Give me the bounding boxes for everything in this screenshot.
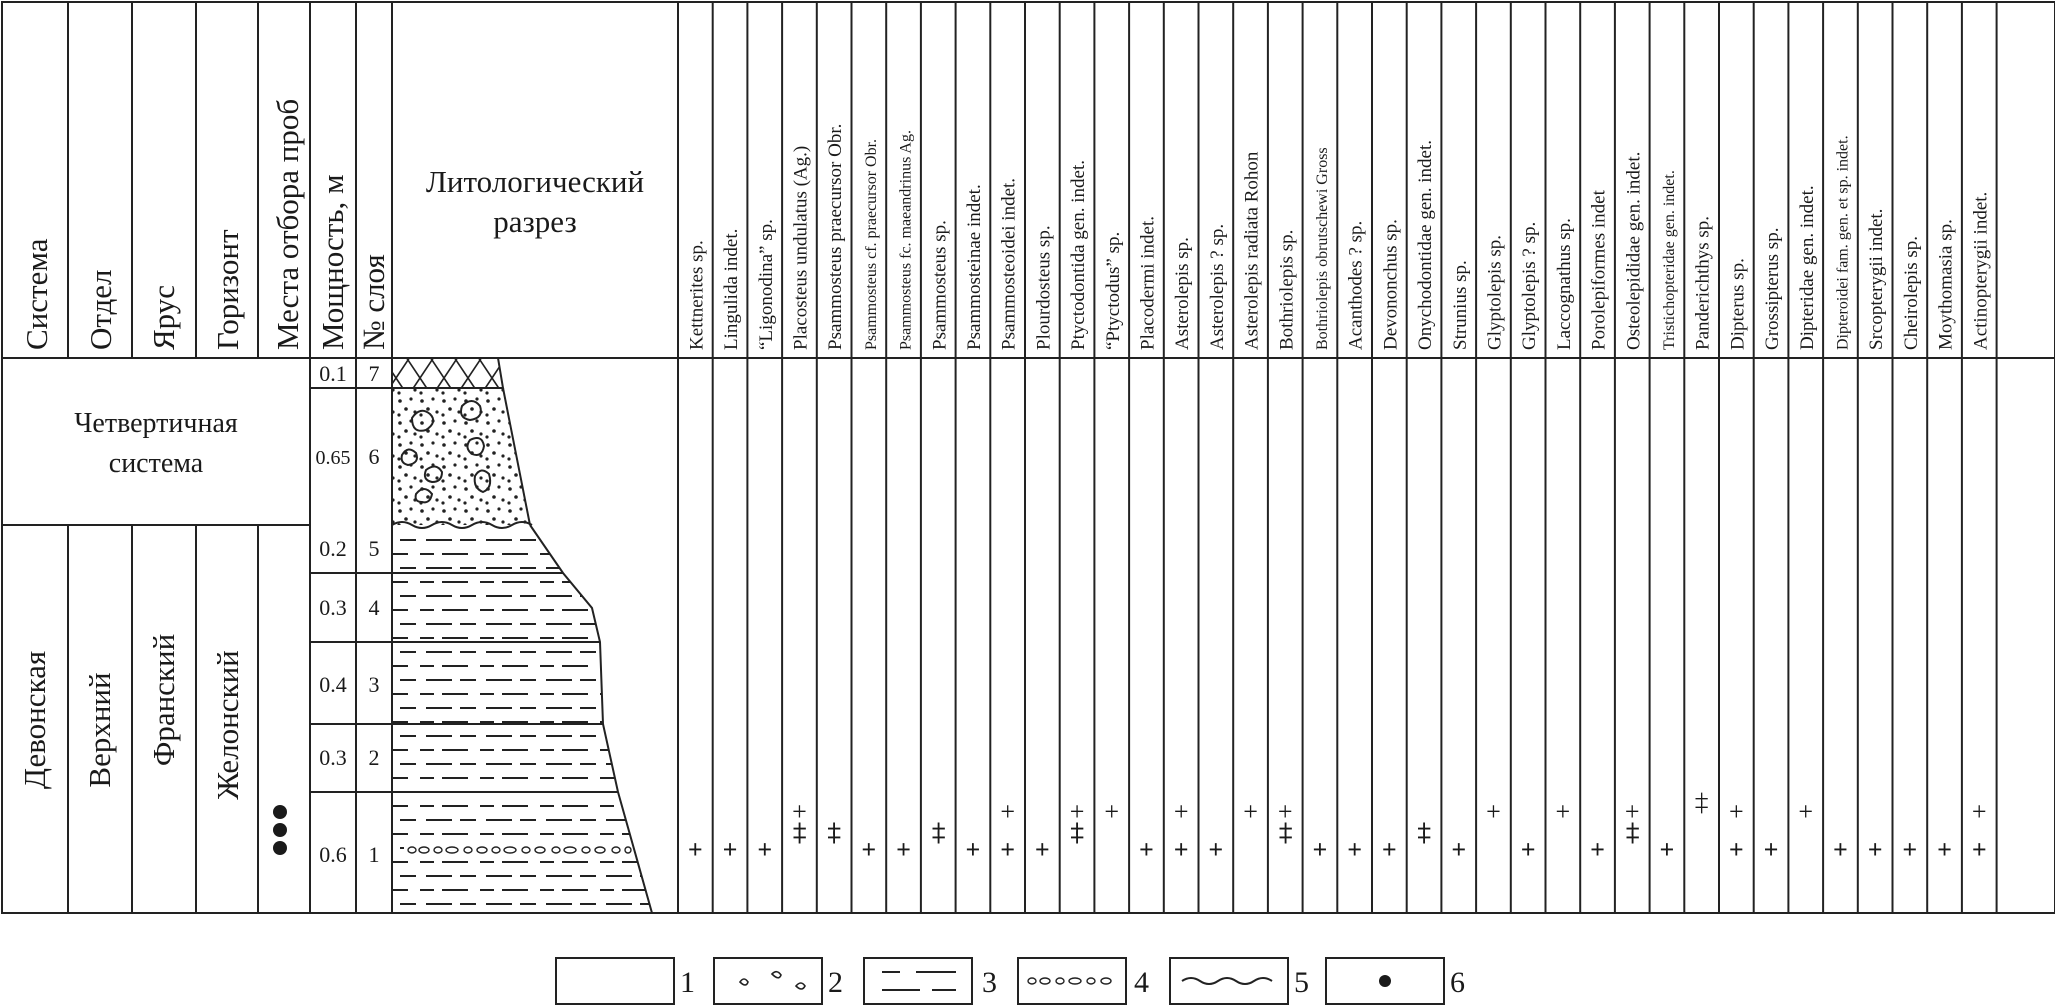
taxon-occurrence-upper: + xyxy=(1555,797,1571,826)
layer-num-4: 4 xyxy=(368,595,380,620)
taxon-name: Ptyctodontida gen. indet. xyxy=(1068,160,1090,350)
header-lithology-2: разрез xyxy=(493,204,577,239)
taxa-column-lines xyxy=(678,2,1997,913)
taxon-name: Psammosteus praecursor Obr. xyxy=(825,123,847,350)
taxon-occurrence-upper: + xyxy=(1173,797,1189,826)
quaternary-line-1: Четвертичная xyxy=(74,408,238,439)
taxon-name: Bothriolepis sp. xyxy=(1276,229,1298,350)
quaternary-line-2: система xyxy=(108,448,204,479)
header-stage: Ярус xyxy=(146,284,181,350)
thickness-1: 0.6 xyxy=(319,842,347,867)
taxon-name: Onychodontidae gen. indet. xyxy=(1415,139,1437,350)
lithology-layer-3 xyxy=(392,642,603,724)
taxon-occurrence-lower: + xyxy=(1520,835,1536,864)
taxon-occurrence-lower: ++ xyxy=(819,821,849,839)
taxon-occurrence-lower: + xyxy=(1312,835,1328,864)
lithology-column xyxy=(392,358,652,913)
taxon-occurrence-lower: + xyxy=(1034,835,1050,864)
taxon-occurrence-lower: + xyxy=(896,835,911,864)
legend-item-1 xyxy=(556,958,695,1004)
taxon-name: Lingulida indet. xyxy=(721,228,743,350)
taxon-name: Acanthodes ? sp. xyxy=(1345,220,1367,350)
taxon-occurrence-upper: + xyxy=(1069,797,1085,826)
lithology-layer-2 xyxy=(392,724,618,792)
taxon-occurrence-lower: + xyxy=(965,835,981,864)
taxon-occurrence-lower: + xyxy=(1173,835,1189,864)
taxon-occurrence-lower: + xyxy=(1763,835,1779,864)
taxon-name: Psammosteus fc. maeandrinus Ag. xyxy=(897,130,915,350)
taxon-occurrence-lower: + xyxy=(1347,835,1363,864)
taxon-occurrence-lower: + xyxy=(861,835,877,864)
taxon-occurrence-lower: + xyxy=(1833,835,1848,864)
header-layer: № слоя xyxy=(356,254,391,350)
lithology-layer-5 xyxy=(392,527,563,573)
thickness-2: 0.3 xyxy=(319,745,347,770)
taxon-occurrence-lower: + xyxy=(1208,835,1224,864)
taxon-occurrence-lower: + xyxy=(1971,835,1987,864)
taxon-name: Psammosteoidei indet. xyxy=(998,177,1020,350)
taxon-name: Psammosteus cf. praecursor Obr. xyxy=(862,138,880,350)
taxon-occurrence-lower: ++ xyxy=(1270,821,1300,839)
taxon-occurrence-lower: + xyxy=(757,835,773,864)
taxon-name: Plourdosteus sp. xyxy=(1033,225,1055,350)
lithology-layer-7 xyxy=(392,358,503,388)
layer-num-7: 7 xyxy=(368,361,380,386)
taxon-name: Placodermi indet. xyxy=(1137,215,1159,350)
taxon-name: Placosteus undulatus (Ag.) xyxy=(790,145,812,350)
thickness-5: 0.2 xyxy=(319,536,347,561)
header-thickness: Мощность, м xyxy=(315,174,350,350)
legend xyxy=(556,958,1465,1004)
taxon-name: Dipterus sp. xyxy=(1727,258,1749,350)
taxon-occurrence-upper: ++ xyxy=(1687,791,1717,809)
taxon-name: Bothriolepis obrutschewi Gross xyxy=(1313,147,1331,350)
layer-num-2: 2 xyxy=(368,745,380,770)
taxon-name: Srcopterygii indet. xyxy=(1866,208,1888,350)
taxon-name: Moythomasia sp. xyxy=(1935,219,1957,350)
taxon-name: Dipteroidei fam. gen. et sp. indet. xyxy=(1834,135,1852,350)
devonian-horizon: Желонский xyxy=(210,650,245,800)
taxon-occurrence-upper: + xyxy=(1000,797,1015,826)
taxon-occurrence-lower: ++ xyxy=(1409,821,1439,839)
taxon-occurrence-lower: + xyxy=(1000,835,1016,864)
taxon-name: Psammosteus sp. xyxy=(929,220,951,350)
legend-num-6: 6 xyxy=(1450,966,1465,999)
legend-num-3: 3 xyxy=(982,966,997,999)
header-system: Система xyxy=(19,238,54,350)
column-headers xyxy=(19,99,644,350)
taxon-occurrence-upper: + xyxy=(1624,797,1640,826)
taxon-name: Strunius sp. xyxy=(1449,260,1471,350)
taxon-name: “Ligonodina” sp. xyxy=(755,219,777,350)
devonian-department: Верхний xyxy=(82,672,117,788)
header-horizon: Горизонт xyxy=(210,229,245,350)
taxon-occurrence-upper: + xyxy=(1798,797,1814,826)
taxon-name: Asterolepis radiata Rohon xyxy=(1241,151,1263,350)
layer-num-6: 6 xyxy=(368,444,380,469)
taxon-occurrence-lower: ++ xyxy=(923,821,953,839)
taxon-name: Asterolepis ? sp. xyxy=(1206,223,1228,350)
table-grid xyxy=(2,2,2055,913)
taxon-name: Kettnerites sp. xyxy=(686,240,708,350)
quaternary-label xyxy=(74,408,238,479)
taxon-name: Devononchus sp. xyxy=(1380,219,1402,350)
sampling-points xyxy=(273,805,287,855)
taxon-occurrence-lower: + xyxy=(1659,835,1675,864)
taxon-occurrence-lower: + xyxy=(687,835,703,864)
taxon-name: Glyptolepis sp. xyxy=(1484,234,1506,350)
legend-num-5: 5 xyxy=(1294,966,1309,999)
taxon-name: Tristichopteridae gen. indet. xyxy=(1660,170,1678,350)
taxon-name: Psammosteinae indet. xyxy=(963,184,985,350)
header-sampling: Места отбора проб xyxy=(270,98,305,350)
taxon-occurrence-upper: + xyxy=(1729,797,1744,826)
taxon-occurrence-lower: + xyxy=(1867,835,1883,864)
taxon-occurrence-lower: ++ xyxy=(784,821,814,839)
taxon-occurrence-upper: + xyxy=(1971,797,1987,826)
lithology-layer-4 xyxy=(392,573,600,642)
taxon-occurrence-upper: + xyxy=(1277,797,1293,826)
layer-num-3: 3 xyxy=(368,672,380,697)
legend-item-4 xyxy=(1018,958,1149,1004)
legend-item-2 xyxy=(714,958,843,1004)
taxon-occurrence-lower: + xyxy=(722,835,738,864)
taxon-name: Dipteridae gen. indet. xyxy=(1796,185,1818,350)
taxon-name: Laccognathus sp. xyxy=(1553,218,1575,350)
taxon-occurrence-lower: + xyxy=(1451,835,1467,864)
taxon-name: Cheirolepis sp. xyxy=(1900,236,1922,350)
taxon-occurrence-upper: + xyxy=(1104,797,1120,826)
header-department: Отдел xyxy=(83,269,118,350)
layer-num-5: 5 xyxy=(368,536,380,561)
taxon-occurrence-upper: + xyxy=(1486,797,1501,826)
taxa-columns xyxy=(686,124,1991,864)
thickness-6: 0.65 xyxy=(315,447,351,469)
taxon-name: Grossipterus sp. xyxy=(1762,227,1784,350)
thickness-3: 0.4 xyxy=(319,672,347,697)
legend-num-1: 1 xyxy=(680,966,695,999)
legend-item-3 xyxy=(864,958,997,1004)
taxon-name: Osteolepididae gen. indet. xyxy=(1623,151,1645,350)
header-lithology-1: Литологический xyxy=(425,164,645,199)
taxon-occurrence-lower: + xyxy=(1902,835,1918,864)
legend-num-4: 4 xyxy=(1134,966,1149,999)
taxon-name: “Ptyctodus” sp. xyxy=(1102,231,1124,350)
taxon-name: Panderichthys sp. xyxy=(1692,215,1714,350)
taxon-occurrence-lower: + xyxy=(1937,835,1952,864)
taxon-name: Actinopterygii indet. xyxy=(1970,191,1992,350)
taxon-occurrence-lower: + xyxy=(1139,835,1154,864)
taxon-occurrence-lower: ++ xyxy=(1062,821,1092,839)
devonian-stage: Франский xyxy=(146,633,181,767)
thickness-7: 0.1 xyxy=(319,361,347,386)
taxon-name: Porolepiformes indet xyxy=(1588,190,1610,350)
taxon-occurrence-upper: + xyxy=(792,797,807,826)
taxon-occurrence-lower: + xyxy=(1590,835,1605,864)
taxon-occurrence-lower: + xyxy=(1728,835,1744,864)
taxon-occurrence-lower: ++ xyxy=(1617,821,1647,839)
legend-num-2: 2 xyxy=(828,966,843,999)
thickness-4: 0.3 xyxy=(319,595,347,620)
taxon-name: Asterolepis sp. xyxy=(1172,237,1194,350)
taxon-occurrence-lower: + xyxy=(1381,835,1397,864)
taxon-name: Glyptolepis ? sp. xyxy=(1519,221,1541,350)
legend-item-6 xyxy=(1326,958,1465,1004)
taxon-occurrence-upper: + xyxy=(1243,797,1258,826)
layer-num-1: 1 xyxy=(368,842,380,867)
legend-item-5 xyxy=(1170,958,1309,1004)
devonian-system: Девонская xyxy=(17,650,52,790)
